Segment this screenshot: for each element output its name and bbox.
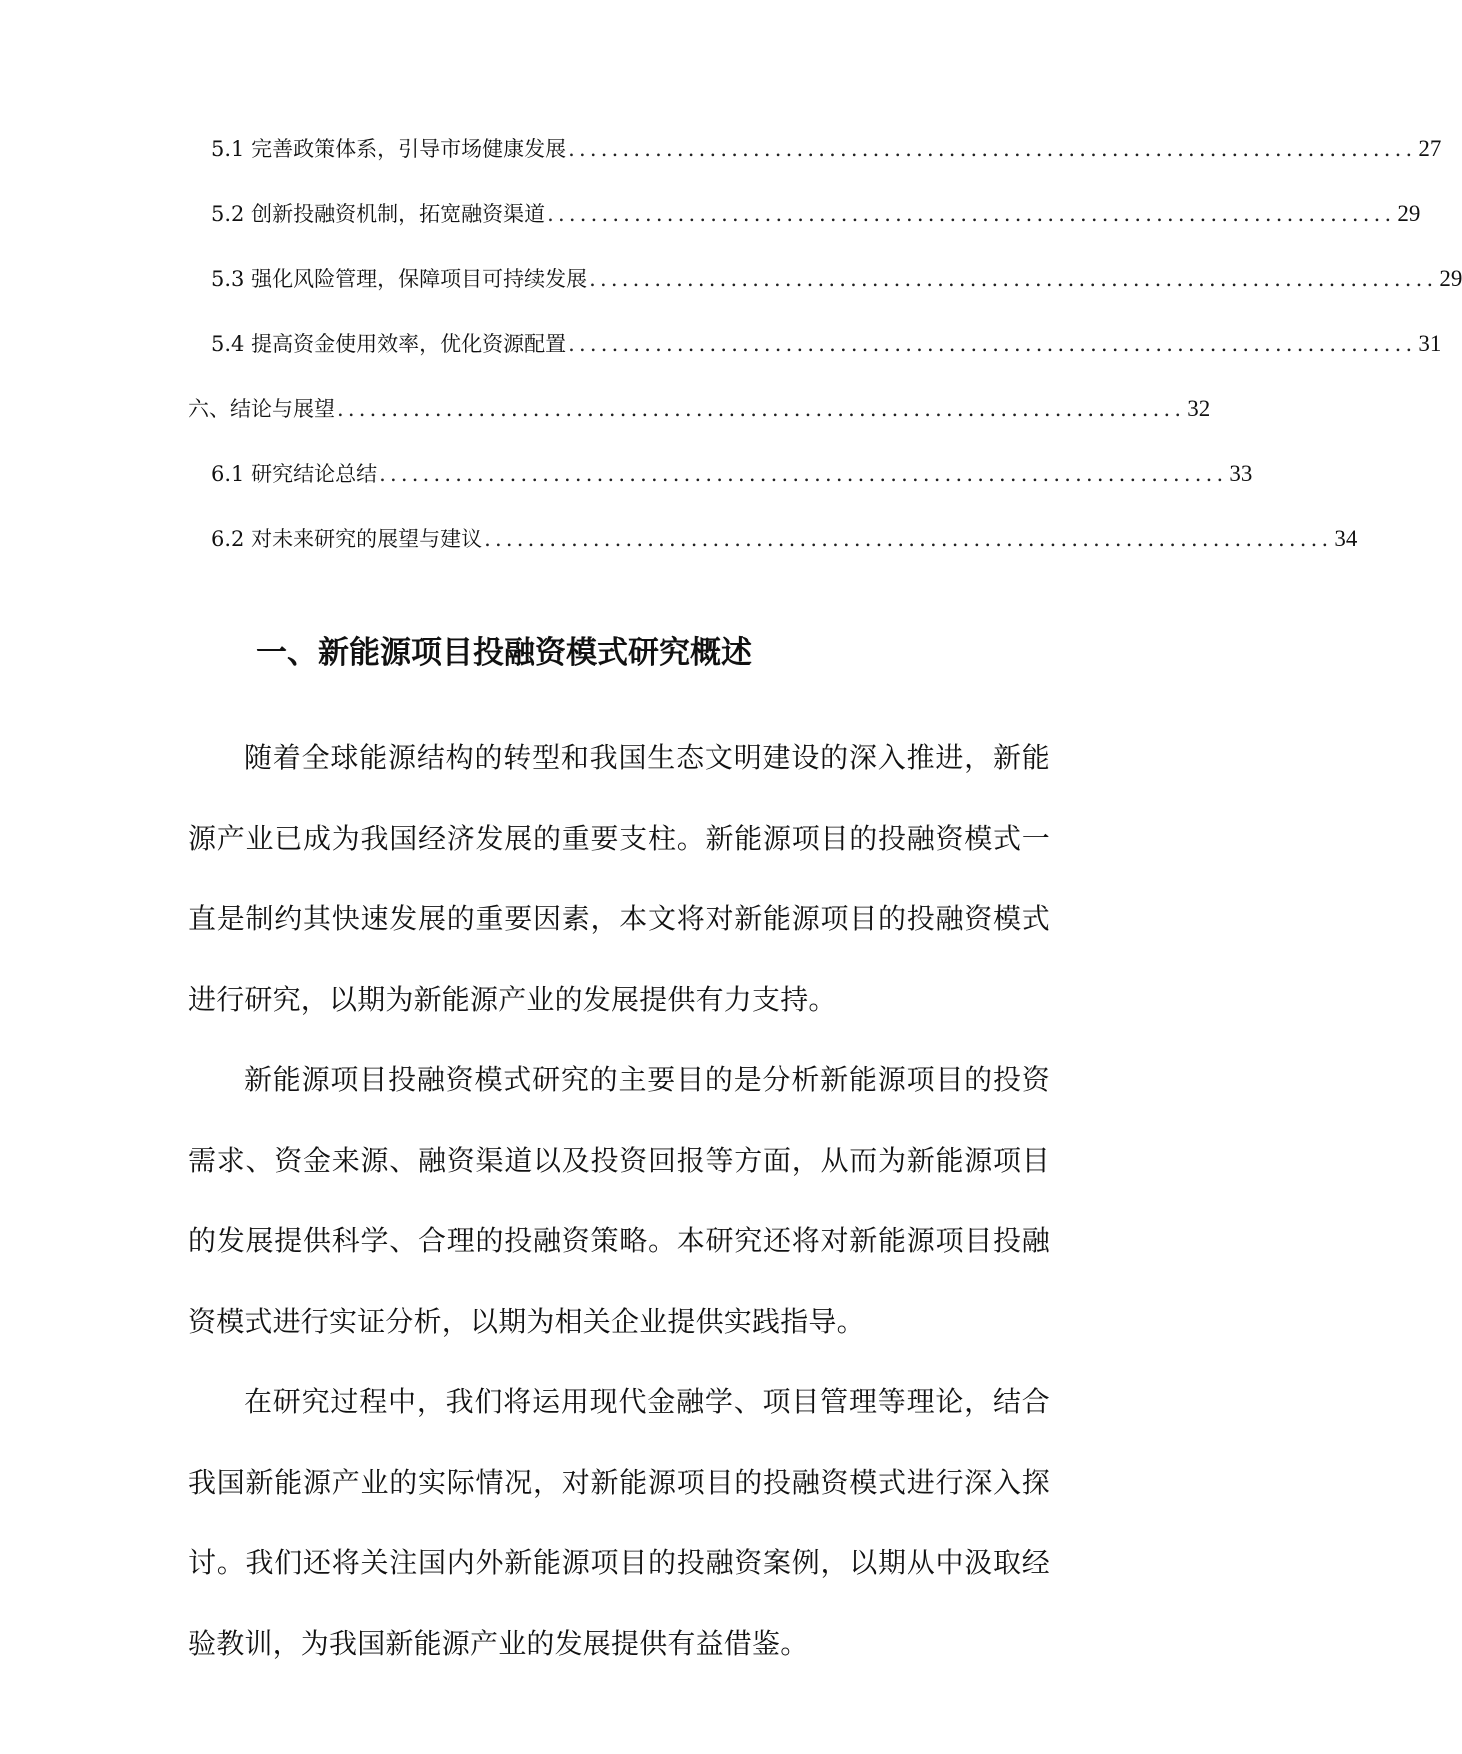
toc-entry[interactable]: [211, 132, 1442, 166]
toc-entry[interactable]: [211, 457, 1253, 491]
toc-dot-leader: ..............................................................................: [568, 137, 1417, 161]
toc-entry-label: 6.2 对未来研究的展望与建议: [211, 527, 483, 551]
toc-entry-page: 34: [1334, 526, 1358, 551]
toc-dot-leader: ..............................................................................: [547, 202, 1396, 226]
toc-dot-leader: ..............................................................................: [589, 267, 1438, 291]
toc-entry[interactable]: [211, 262, 1462, 296]
toc-dot-leader: ..............................................................................: [568, 332, 1417, 356]
toc-entry-page: 29: [1397, 201, 1421, 226]
toc-entry-page: 33: [1229, 461, 1253, 486]
body-paragraph: 随着全球能源结构的转型和我国生态文明建设的深入推进，新能源产业已成为我国经济发展的重要支柱。新能源项目的投融资模式一直是制约其快速发展的重要因素，本文将对新能源项目的投融资模式进行研究，以期为新能源产业的发展提供有力支持。: [188, 741, 1050, 1016]
toc-entry-page: 32: [1187, 396, 1211, 421]
toc-entry[interactable]: [211, 522, 1358, 556]
toc-entry-page: 29: [1439, 266, 1462, 291]
toc-entry-page: 31: [1418, 331, 1442, 356]
toc-entry[interactable]: [211, 197, 1421, 231]
toc-entry-label: 5.3 强化风险管理，保障项目可持续发展: [211, 267, 588, 291]
toc-entry[interactable]: [211, 327, 1442, 361]
section-body: [188, 718, 1050, 1684]
toc-entry-label: 5.4 提高资金使用效率，优化资源配置: [211, 332, 567, 356]
toc-entry-label: 6.1 研究结论总结: [211, 462, 378, 486]
toc-dot-leader: ..............................................................................: [484, 527, 1333, 551]
toc-dot-leader: ..............................................................................: [337, 397, 1186, 421]
section-heading: 一、新能源项目投融资模式研究概述: [256, 635, 752, 671]
toc-entry-page: 27: [1418, 136, 1442, 161]
toc-dot-leader: ..............................................................................: [379, 462, 1228, 486]
toc-entry-label: 六、结论与展望: [188, 397, 335, 421]
toc-entry-label: 5.2 创新投融资机制，拓宽融资渠道: [211, 202, 546, 226]
toc-entry[interactable]: [188, 392, 1211, 426]
body-paragraph: 新能源项目投融资模式研究的主要目的是分析新能源项目的投资需求、资金来源、融资渠道以及投资回报等方面，从而为新能源项目的发展提供科学、合理的投融资策略。本研究还将对新能源项目投融资模式进行实证分析，以期为相关企业提供实践指导。: [188, 1063, 1050, 1338]
body-paragraph: 在研究过程中，我们将运用现代金融学、项目管理等理论，结合我国新能源产业的实际情况，对新能源项目的投融资模式进行深入探讨。我们还将关注国内外新能源项目的投融资案例，以期从中汲取经验教训，为我国新能源产业的发展提供有益借鉴。: [188, 1385, 1050, 1660]
toc-entry-label: 5.1 完善政策体系，引导市场健康发展: [211, 137, 567, 161]
